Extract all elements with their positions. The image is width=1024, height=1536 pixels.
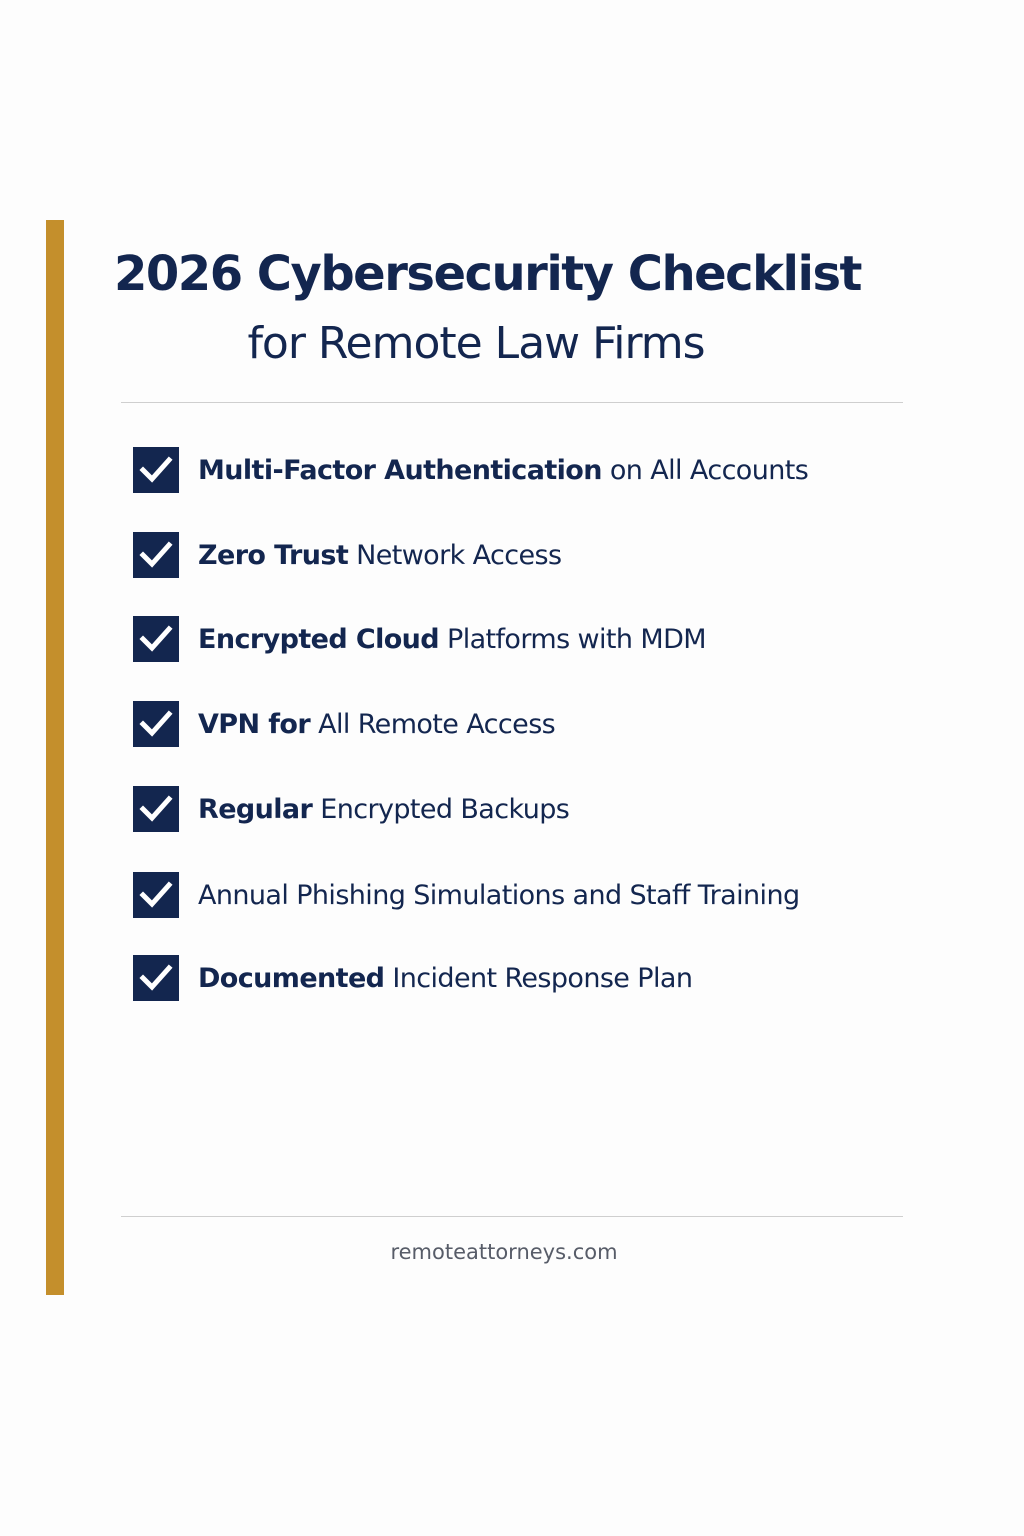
checklist-item-label: Regular Encrypted Backups <box>198 793 570 825</box>
checkmark-icon <box>139 710 173 738</box>
top-divider <box>121 402 903 403</box>
checklist-item-backups <box>133 786 569 832</box>
checked-checkbox[interactable] <box>133 786 179 832</box>
checklist-item-vpn <box>133 701 555 747</box>
checked-checkbox[interactable] <box>133 616 179 662</box>
checklist-item-zero-trust <box>133 532 561 578</box>
checklist-item-label: Encrypted Cloud Platforms with MDM <box>198 623 706 655</box>
checked-checkbox[interactable] <box>133 701 179 747</box>
checklist-item-label: Zero Trust Network Access <box>198 539 562 571</box>
checklist-item-mfa <box>133 447 808 493</box>
checked-checkbox[interactable] <box>133 872 179 918</box>
checkmark-icon <box>139 881 173 909</box>
checkmark-icon <box>139 625 173 653</box>
checked-checkbox[interactable] <box>133 955 179 1001</box>
bottom-divider <box>121 1216 903 1217</box>
checked-checkbox[interactable] <box>133 447 179 493</box>
checkmark-icon <box>139 456 173 484</box>
checklist-item-incident-response <box>133 955 692 1001</box>
checkmark-icon <box>139 541 173 569</box>
checkmark-icon <box>139 964 173 992</box>
checked-checkbox[interactable] <box>133 532 179 578</box>
checklist-item-label: VPN for All Remote Access <box>198 708 556 740</box>
checklist-item-label: Documented Incident Response Plan <box>198 962 693 994</box>
accent-bar <box>46 220 64 1295</box>
footer-website: remoteattorneys.com <box>390 1240 618 1264</box>
checklist-item-phishing-training <box>133 872 800 918</box>
checkmark-icon <box>139 795 173 823</box>
checklist-item-label: Annual Phishing Simulations and Staff Training <box>198 879 800 911</box>
checklist-item-encrypted-cloud <box>133 616 706 662</box>
page-title: 2026 Cybersecurity Checklist <box>114 246 861 302</box>
checklist-item-label: Multi-Factor Authentication on All Accounts <box>198 454 809 486</box>
page-subtitle: for Remote Law Firms <box>247 318 705 369</box>
